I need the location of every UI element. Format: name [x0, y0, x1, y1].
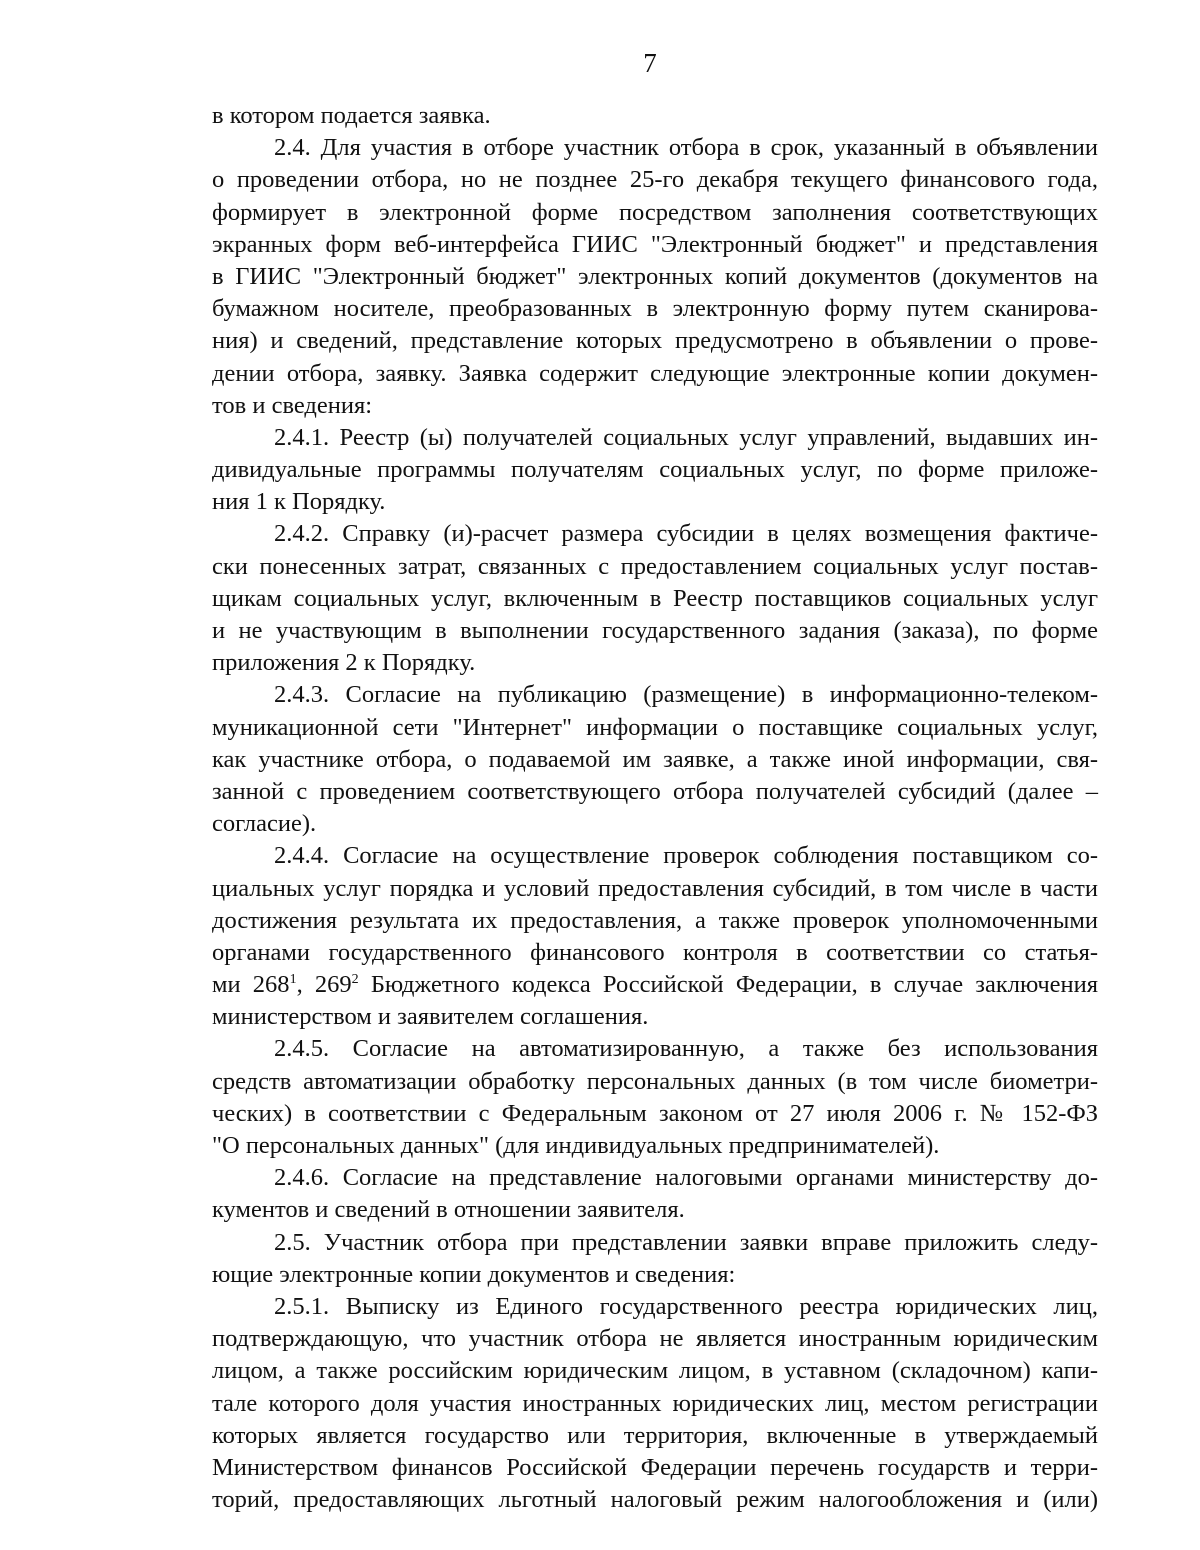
- text-fragment: ми 268: [212, 971, 290, 999]
- text-line: циальных услуг порядка и условий предоставления субсидий, в том числе в части: [212, 874, 1098, 902]
- text-line: ческих) в соответствии с Федеральным законом от 27 июля 2006 г. № 152-ФЗ: [212, 1099, 1098, 1127]
- text-line: дении отбора, заявку. Заявка содержит следующие электронные копии докумен-: [212, 359, 1098, 387]
- text-line: и не участвующим в выполнении государственного задания (заказа), по форме: [212, 617, 1098, 644]
- text-line: как участнике отбора, о подаваемой им заявке, а также иной информации, свя-: [212, 745, 1098, 773]
- text-line: 2.4.6. Согласие на представление налоговыми органами министерству до-: [274, 1164, 1098, 1192]
- text-line: ния) и сведений, представление которых предусмотрено в объявлении о прове-: [212, 327, 1098, 355]
- text-line: формирует в электронной форме посредством заполнения соответствующих: [212, 198, 1098, 226]
- text-line: экранных форм веб-интерфейса ГИИС "Электронный бюджет" и представления: [212, 230, 1098, 258]
- superscript: 2: [351, 971, 359, 987]
- text-line: достижения результата их предоставления, а также проверок уполномоченными: [212, 906, 1098, 934]
- text-line: подтверждающую, что участник отбора не является иностранным юридическим: [212, 1325, 1098, 1353]
- text-line: приложения 2 к Порядку.: [212, 649, 476, 677]
- page-number: 7: [643, 48, 657, 78]
- text-line: лицом, а также российским юридическим лицом, в уставном (складочном) капи-: [212, 1357, 1098, 1385]
- text-fragment: , 269: [296, 971, 352, 999]
- text-line: занной с проведением соответствующего отбора получателей субсидий (далее –: [212, 777, 1098, 805]
- text-line: о проведении отбора, но не позднее 25-го декабря текущего финансового года,: [212, 166, 1098, 194]
- text-line: ющие электронные копии документов и сведения:: [212, 1260, 736, 1288]
- text-line: Министерством финансов Российской Федерации перечень государств и терри-: [212, 1453, 1098, 1481]
- text-line: муникационной сети "Интернет" информации о поставщике социальных услуг,: [212, 713, 1098, 741]
- text-line: 2.4.5. Согласие на автоматизированную, а также без использования: [274, 1035, 1098, 1063]
- text-line: средств автоматизации обработку персональных данных (в том числе биометри-: [212, 1067, 1098, 1095]
- text-line: 2.4.2. Справку (и)-расчет размера субсидии в целях возмещения фактиче-: [274, 520, 1098, 548]
- text-line: "О персональных данных" (для индивидуальных предпринимателей).: [212, 1132, 940, 1159]
- text-line: министерством и заявителем соглашения.: [212, 1003, 649, 1031]
- text-line: 2.5.1. Выписку из Единого государственного реестра юридических лиц,: [274, 1292, 1098, 1320]
- text-fragment: Бюджетного кодекса Российской Федерации, в случае заключения: [358, 971, 1099, 999]
- text-line: 2.4.1. Реестр (ы) получателей социальных услуг управлений, выдавших ин-: [274, 423, 1098, 451]
- superscript: 1: [289, 971, 297, 987]
- text-line: в ГИИС "Электронный бюджет" электронных копий документов (документов на: [212, 262, 1098, 290]
- text-line-with-superscripts: [212, 969, 1098, 1001]
- text-line: 2.4.4. Согласие на осуществление проверок соблюдения поставщиком со-: [274, 842, 1098, 870]
- text-line: в котором подается заявка.: [212, 102, 491, 129]
- text-line: согласие).: [212, 810, 317, 838]
- text-line: ния 1 к Порядку.: [212, 488, 386, 516]
- text-line: дивидуальные программы получателям социальных услуг, по форме приложе-: [212, 456, 1098, 484]
- text-line: тале которого доля участия иностранных юридических лиц, местом регистрации: [212, 1389, 1098, 1417]
- text-line: 2.5. Участник отбора при представлении заявки вправе приложить следу-: [274, 1228, 1098, 1256]
- document-body: [212, 100, 1098, 1516]
- text-line: 2.4. Для участия в отборе участник отбора в срок, указанный в объявлении: [274, 134, 1098, 162]
- text-line: тов и сведения:: [212, 391, 373, 419]
- text-line: щикам социальных услуг, включенным в Реестр поставщиков социальных услуг: [212, 584, 1098, 612]
- text-line: кументов и сведений в отношении заявителя.: [212, 1196, 685, 1224]
- text-line: ски понесенных затрат, связанных с предоставлением социальных услуг постав-: [212, 552, 1098, 580]
- text-line: бумажном носителе, преобразованных в электронную форму путем сканирова-: [212, 295, 1098, 323]
- text-line: торий, предоставляющих льготный налоговый режим налогообложения и (или): [212, 1486, 1098, 1514]
- text-line: которых является государство или территория, включенные в утверждаемый: [212, 1421, 1098, 1449]
- text-line: 2.4.3. Согласие на публикацию (размещение) в информационно-телеком-: [274, 681, 1098, 709]
- text-line: органами государственного финансового контроля в соответствии со статья-: [212, 938, 1098, 966]
